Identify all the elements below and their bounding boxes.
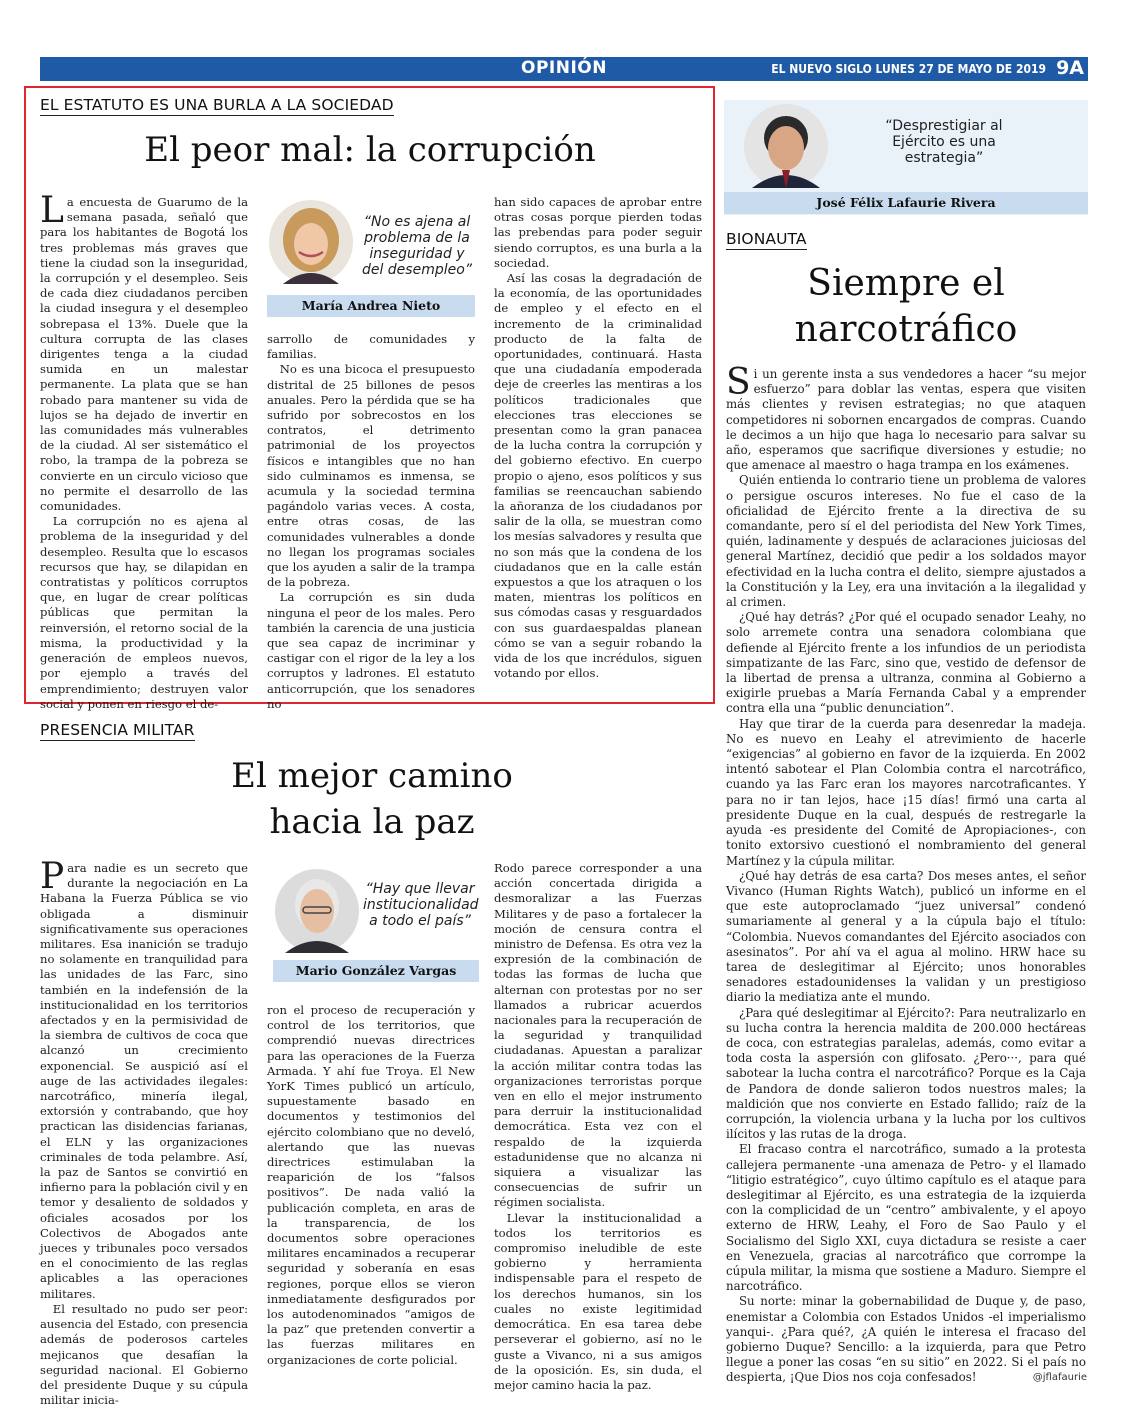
paragraph: ¿Qué hay detrás? ¿Por qué el ocupado senador Leahy, no solo arremete contra una senadora colombiana que defiende al Ejército frente a los infundios de un periodista simpatizante de las Farc, sino que, vestido de defensor de la libertad de prensa a ultranza, conmina al Gobierno a exigirle pruebas a María Fernanda Cabal y a emprender contra ella una “public denunciation”. (726, 610, 1086, 716)
masthead-bar (40, 57, 1088, 81)
paragraph: ¿Qué hay detrás de esa carta? Dos meses antes, el señor Vivanco (Human Rights Watch), publicó un informe en el que este autoproclamado “juez universal” condenó sumariamente al general y a la cúpula bajo el título: “Colombia. Nuevos comandantes del Ejército asociados con asesinatos”. Por ahí va el agua al molino. HRW hace su tarea de deslegitimar al Ejército; unos honorables senadores estadounidenses la validan y un prestigioso diario la mediatiza ante el mundo. (726, 868, 1086, 1005)
page-number: 9A (1056, 57, 1084, 79)
paragraph: Hay que tirar de la cuerda para desenredar la madeja. No es nuevo en Leahy el atrevimiento de hacerle “exigencias” al gobierno en favor de la izquierda. En 2002 intentó sabotear el Plan Colombia contra el narcotráfico, cuando ya las Farc eran los mayores narcotraficantes. Y para no ir tan lejos, hace ¡15 días! firmó una carta al presidente Duque en la cual, después de restregarle la ayuda -es presidente del Comité de Apropiaciones-, con tonito extorsivo cuestionó el nombramiento del general Martínez y la cúpula militar. (726, 716, 1086, 868)
paragraph: El fracaso contra el narcotráfico, sumado a la protesta callejera permanente -una amenaza de Petro- y el llamado “litigio estratégico”, cuyo último capítulo es el ataque para deslegitimar al Ejército, es una estrategia de la izquierda con la complicidad de un “centro” ambivalente, y el apoyo externo de HRW, Leahy, el Foro de Sao Paulo y el Socialismo del Siglo XXI, cuya dictadura se resiste a caer en Venezuela, gracias al narcotráfico que corrompe la cúpula militar, la misma que sostiene a Maduro. Siempre el narcotráfico. (726, 1142, 1086, 1294)
author-photo (744, 104, 828, 188)
article2-column-3 (494, 861, 702, 1392)
paragraph: No es una bicoca el presupuesto distrital de 25 billones de pesos anuales. Pero la pérdida que se ha sufrido por sobrecostos en los contratos, el detrimento patrimonial de los proyectos físicos e intangibles que no han sido culminamos es inmensa, se acumula y la sociedad termina pagándolo varias veces. A costa, entre otras cosas, de las comunidades vulnerables a donde no llegan los programas sociales que los ayuden a salir de la trampa de la pobreza. (267, 362, 475, 590)
paragraph: Rodo parece corresponder a una acción concertada dirigida a desmoralizar a las Fuerzas Militares y de paso a fortalecer la moción de censura contra el ministro de Defensa. Es otra vez la expresión de la combinación de todas las formas de lucha que alternan con protestas por no ser llamados a rubricar acuerdos nacionales para la recuperación de la seguridad y tranquilidad ciudadanas. Apuestan a paralizar la acción militar contra todas las organizaciones terroristas porque ven en ello el mejor instrumento para derruir la institucionalidad democrática. Esta vez con el respaldo de la izquierda estadunidense que no alcanza ni siquiera a visualizar las consecuencias de sufrir un régimen socialista. (494, 861, 702, 1210)
author-byline: María Andrea Nieto (267, 295, 475, 317)
dropcap: S (726, 362, 751, 403)
section-title: OPINIÓN (521, 58, 607, 78)
paragraph: a encuesta de Guarumo de la semana pasada, señaló que para los habitantes de Bogotá los tres problemas más graves que tiene la ciudad son la inseguridad, la corrupción y el desempleo. Seis de cada diez ciudadanos perciben la ciudad insegura y el desempleo sobrepasa el 13%. Duele que la cultura corrupta de las clases dirigentes tenga a la ciudad sumida en un malestar permanente. La plata que se han robado para mantener su vida de lujos se ha dejado de invertir en las comunidades más vulnerables de la ciudad. Al ser sistemático el robo, la trampa de la pobreza se convierte en un circulo vicioso que no permite el desarrollo de las comunidades. (40, 195, 248, 514)
article2-column-2 (267, 1003, 475, 1367)
pull-quote-text: “Hay que llevar institucionalidad a todo el país” (363, 881, 479, 929)
article1-column-1 (40, 190, 248, 711)
paragraph: El resultado no pudo ser peor: ausencia del Estado, con presencia además de poderosos carteles mejicanos que desafían la seguridad nacional. El Gobierno del presidente Duque y su cúpula militar inicia- (40, 1301, 248, 1408)
author-byline: Mario González Vargas (273, 960, 479, 982)
dropcap: L (40, 190, 64, 231)
article1-column-2 (267, 332, 475, 711)
author-byline: José Félix Lafaurie Rivera (724, 192, 1088, 214)
author-photo (269, 200, 353, 284)
newspaper-date: EL NUEVO SIGLO LUNES 27 DE MAYO DE 2019 (771, 62, 1046, 76)
dropcap: P (40, 856, 65, 897)
article2-column-1 (40, 856, 248, 1408)
paragraph: La corrupción es sin duda ninguna el peor de los males. Pero también la carencia de una justicia que sea capaz de incriminar y castigar con el rigor de la ley a los corruptos y ladrones. El estatuto anticorrupción, que los senadores no (267, 590, 475, 711)
pull-quote-box (273, 867, 479, 985)
paragraph: Así las cosas la degradación de la economía, de las oportunidades de empleo y el efecto en el incremento de la criminalidad producto de la falta de oportunidades, continuará. Hasta que una ciudadanía empoderada deje de creerles las mentiras a los políticos tradicionales que elecciones tras elecciones se presentan como la gran panacea de la lucha contra la corrupción y del gobierno efectivo. En cuerpo propio o ajeno, esos políticos y sus familias se reencauchan sabiendo la añoranza de los ciudadanos por salir de la olla, se muestran como los mesías salvadores y resulta que no son más que la condena de los ciudadanos que en la calle están expuestos a que los atraquen o los maten, mientras los políticos en sus cómodas casas y resguardados con sus guardaespaldas planean cómo se van a seguir robando la vida de los que incrédulos, siguen votando por ellos. (494, 271, 702, 681)
paragraph: Llevar la institucionalidad a todos los territorios es compromiso ineludible de este gobierno y herramienta indispensable para el respeto de los derechos humanos, sin los cuales no existe legitimidad democrática. En esa tarea debe perseverar el gobierno, así no le guste a Vivanco, ni a sus amigos de la oposición. Es, sin duda, el mejor camino hacia la paz. (494, 1210, 702, 1392)
paragraph: Su norte: minar la gobernabilidad de Duque y, de paso, enemistar a Colombia con Estados Unidos -el imperialismo yanqui-. ¿Para qué?, ¿A quién le interesa el fracaso del gobierno Duque? Sencillo: a la izquierda, para que Petro llegue a poner las cosas “en su sitio” en 2022. Si el país no despierta, ¡Que Dios nos coja confesados! (726, 1294, 1086, 1385)
paragraph: Quién entienda lo contrario tiene un problema de valores o persigue oscuros intereses. No fue el caso de la oficialidad de Ejército frente a la directiva de su comandante, pero sí el del periodista del New York Times, quién, ladinamente y después de aclaraciones juiciosas del general Martínez, decidió que pedir a los soldados mayor efectividad en la lucha contra el delito, siempre ajustados a la Constitución y la Ley, era una invitación a la ilegalidad y al crimen. (726, 473, 1086, 610)
article3-headline-line2: narcotráfico (794, 309, 1018, 350)
article3-kicker: BIONAUTA (726, 230, 807, 248)
author-photo (275, 869, 359, 953)
paragraph: sarrollo de comunidades y familias. (267, 332, 475, 362)
article2-headline-line1: El mejor camino (231, 756, 513, 796)
paragraph: i un gerente insta a sus vendedores a hacer “su mejor esfuerzo” para doblar las ventas, espera que visiten más clientes y revisen estrategias; no que ataquen competidores ni sobornen encargados de compras. Cuando le decimos a un hijo que haga lo necesario para salvar su año, esperamos que sacrifique diversiones y estudie; no que amenace al maestro o haga trampa en los exámenes. (726, 367, 1086, 473)
twitter-handle: @jflafaurie (1032, 1372, 1087, 1383)
pull-quote-text: “Desprestigiar al Ejército es una estrategia” (885, 118, 1003, 166)
article3-headline-line1: Siempre el (807, 263, 1005, 304)
pull-quote-text: “No es ajena al problema de la inseguridad y del desempleo” (361, 214, 473, 278)
paragraph: ¿Para qué deslegitimar al Ejército?: Para neutralizarlo en su lucha contra la herencia maldita de 200.000 hectáreas de coca, con estrategias paralelas, además, como evitar a toda costa la aspersión con glifosato. ¿Pero···, para qué sabotear la lucha contra el narcotráfico? Porque es la Caja de Pandora de donde salieron todos nuestros males; la maldición que nos convierte en Estado fallido; raíz de la corrupción, la violencia urbana y la lucha por los cultivos ilícitos y las rutas de la droga. (726, 1005, 1086, 1142)
paragraph: ron el proceso de recuperación y control de los territorios, que comprendió nuevas directrices para las operaciones de la Fuerza Armada. Y ahí fue Troya. El New YorK Times publicó un artículo, supuestamente basado en documentos y testimonios del ejército colombiano que no develó, alertando que las nuevas directrices estimulaban la reaparición de los “falsos positivos”. De nada valió la publicación completa, en aras de la transparencia, de los documentos sobre operaciones militares encaminados a recuperar seguridad y soberanía en esas regiones, porque ellos se vieron inmediatamente desfigurados por los autodenominados “amigos de la paz” que pretenden convertir a las fuerzas militares en organizaciones de corte policial. (267, 1003, 475, 1367)
pull-quote-box (267, 196, 475, 320)
article2-headline-line2: hacia la paz (269, 802, 475, 842)
paragraph: ara nadie es un secreto que durante la negociación en La Habana la Fuerza Pública se vio obligada a disminuir significativamente sus operaciones militares. Esa inanición se tradujo no solamente en tranquilidad para las unidades de las Farc, sino también en la indefensión de la institucionalidad en los territorios afectados y en la permisividad de la siembra de cultivos de coca que alcanzó un crecimiento exponencial. Se auspició así el auge de las actividades ilegales: narcotráfico, minería ilegal, extorsión y contrabando, que hoy practican las disidencias farianas, el ELN y las organizaciones criminales de toda pelambre. Así, la paz de Santos se convirtió en infierno para la población civil y en temor y desaliento de soldados y oficiales acosados por los Colectivos de Abogados ante jueces y tribunales poco versados en el conocimiento de las reglas aplicables a las operaciones militares. (40, 861, 248, 1301)
article1-column-3 (494, 195, 702, 687)
article1-headline: El peor mal: la corrupción (144, 130, 596, 170)
paragraph: La corrupción no es ajena al problema de la inseguridad y del desempleo. Resulta que lo escasos recursos que hay, se dilapidan en contratistas y políticos corruptos que, en lugar de crear políticas públicas que permitan la reinversión, el retorno social de la misma, la productividad y la generación de empleos nuevos, por ejemplo a través del emprendimiento; destruyen valor social y ponen en riesgo el de- (40, 514, 248, 711)
article2-kicker: PRESENCIA MILITAR (40, 721, 195, 739)
article1-kicker: EL ESTATUTO ES UNA BURLA A LA SOCIEDAD (40, 96, 394, 114)
pull-quote-box (724, 100, 1088, 215)
paragraph: han sido capaces de aprobar entre otras cosas porque pierden todas las prebendas para poder seguir siendo corruptos, es una burla a la sociedad. (494, 195, 702, 270)
